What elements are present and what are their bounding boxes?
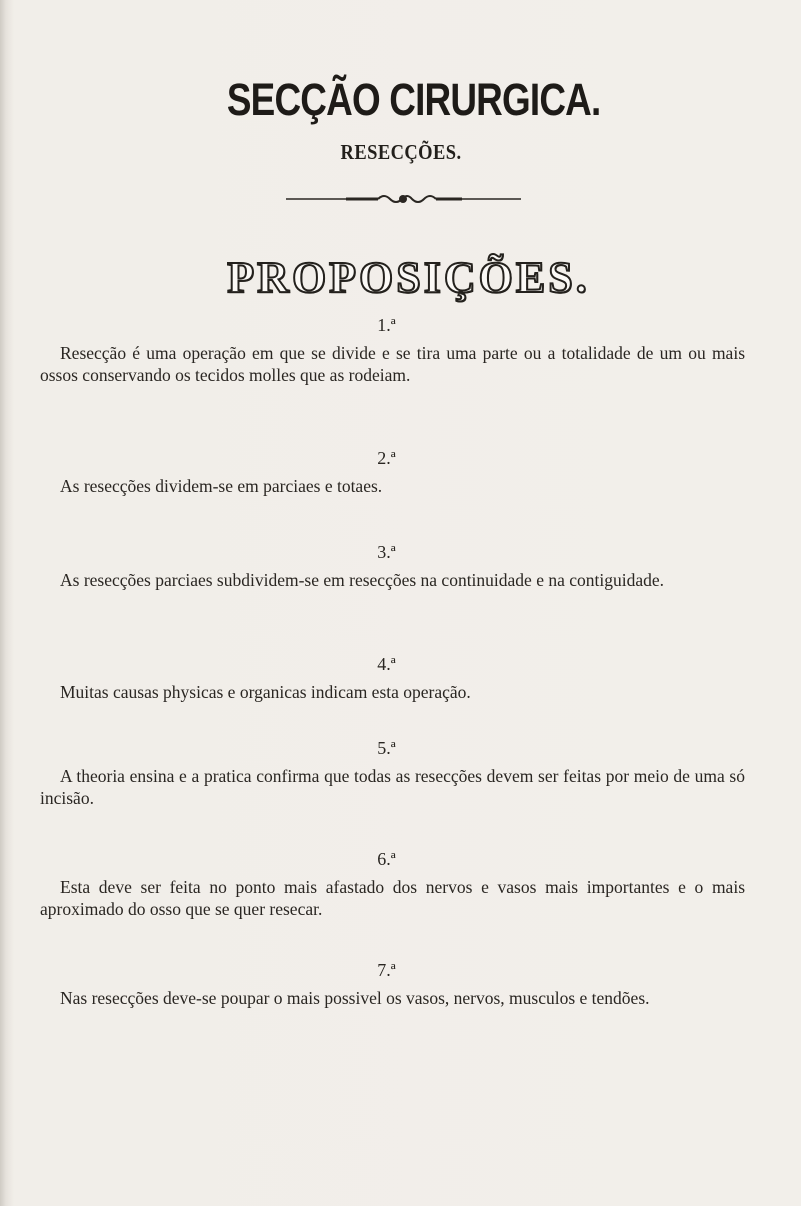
proposition-7: [40, 959, 745, 1010]
proposition-number: 3.ª: [377, 542, 396, 562]
proposition-text: A theoria ensina e a pratica confirma que todas as resecções devem ser feitas por meio de uma só incisão.: [40, 766, 745, 808]
proposition-4: [40, 653, 745, 704]
proposition-2: [40, 447, 745, 498]
proposition-1: [40, 314, 745, 386]
proposition-text: As resecções dividem-se em parciaes e totaes.: [60, 476, 383, 496]
proposition-6: [40, 848, 745, 920]
proposition-number: 7.ª: [377, 960, 396, 980]
subsection-title: RESECÇÕES.: [340, 140, 462, 164]
proposition-number: 6.ª: [377, 849, 396, 869]
proposition-number: 1.ª: [377, 315, 396, 335]
proposition-number: 2.ª: [377, 448, 396, 468]
proposition-number: 4.ª: [377, 654, 396, 674]
section-title: SECÇÃO CIRURGICA.: [226, 74, 601, 125]
proposition-text: Esta deve ser feita no ponto mais afastado dos nervos e vasos mais importantes e o mais aproximado do osso que se quer resecar.: [40, 877, 745, 919]
proposition-text: Muitas causas physicas e organicas indicam esta operação.: [60, 682, 471, 702]
proposition-text: Resecção é uma operação em que se divide e se tira uma parte ou a totalidade de um ou mais ossos conservando os tecidos molles que as rodeiam.: [40, 343, 745, 385]
proposition-text: Nas resecções deve-se poupar o mais possivel os vasos, nervos, musculos e tendões.: [60, 988, 650, 1008]
proposition-text: As resecções parciaes subdividem-se em resecções na continuidade e na contiguidade.: [60, 570, 664, 590]
proposition-3: [40, 541, 745, 592]
proposition-5: [40, 737, 745, 809]
ornament-divider: [286, 192, 521, 206]
proposition-number: 5.ª: [377, 738, 396, 758]
propositions-heading: PROPOSIÇÕES.: [227, 253, 590, 302]
